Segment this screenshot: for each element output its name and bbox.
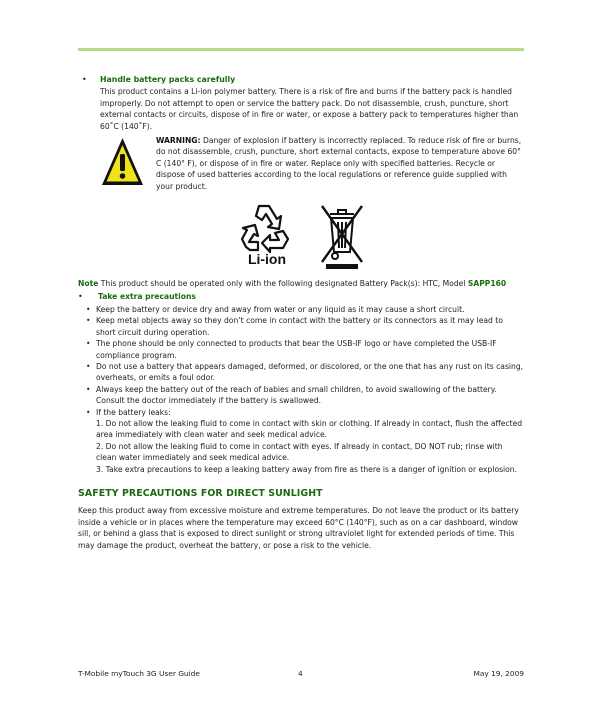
bullet-icon: • (82, 75, 87, 84)
leak-step: 2. Do not allow the leaking fluid to come in contact with eyes. If already in contact, DO NOT rub; rinse with clean water immediately and seek medical advice. (96, 441, 503, 463)
precautions-title: Take extra precautions (98, 292, 196, 302)
warning-text (156, 135, 524, 192)
crossed-out-bin-icon (318, 200, 366, 270)
sunlight-section-title: SAFETY PRECAUTIONS FOR DIRECT SUNLIGHT (78, 487, 323, 499)
note-paragraph (78, 278, 524, 289)
footer-guide-title: T-Mobile myTouch 3G User Guide (78, 669, 200, 678)
precautions-heading (78, 291, 524, 302)
list-item: • Always keep the battery out of the reach of babies and small children, to avoid swallowing of the battery. Consult the doctor immediately if the battery is swallowed. (84, 384, 524, 407)
bullet-icon: • (78, 292, 83, 302)
battery-model: SAPP160 (467, 279, 507, 289)
leak-step: 1. Do not allow the leaking fluid to come in contact with skin or clothing. If already in contact, flush the affected area immediately with clean water and seek medical advice. (96, 418, 523, 440)
list-item: • The phone should be only connected to products that bear the USB-IF logo or have completed the USB-IF compliance program. (84, 338, 524, 361)
footer-date: May 19, 2009 (473, 669, 524, 678)
handle-battery-heading (78, 74, 524, 85)
warning-block (78, 135, 524, 192)
handle-battery-title: Handle battery packs carefully (100, 75, 236, 84)
handle-battery-text: This product contains a Li-ion polymer battery. There is a risk of fire and burns if the battery pack is handled improperly. Do not attempt to open or service the battery pack. Do not disassemble, crush, puncture, short external contacts or circuits, dispose of in fire or water, or expose a battery pack to temperatures higher than 60˚C (140˚F). (100, 87, 519, 131)
warning-label: WARNING: (156, 136, 201, 146)
leak-intro: • If the battery leaks: (96, 407, 171, 417)
sunlight-text: Keep this product away from excessive moisture and extreme temperatures. Do not leave the product or its battery inside a vehicle or in places where the temperature may exceed 60°C (140°F), such as on a car dashboard, window sill, or behind a glass that is exposed to direct sunlight or strong ultraviolet light for extended periods of time. This may damage the product, overheat the battery, or pose a risk to the vehicle. (78, 506, 519, 550)
list-item-leaks (84, 407, 524, 475)
list-item: • Do not use a battery that appears damaged, deformed, or discolored, or the one that has any rust on its casing, overheats, or emits a foul odor. (84, 361, 524, 384)
header-rule (78, 48, 524, 51)
list-item: • Keep metal objects away so they don’t come in contact with the battery or its connectors as it may lead to short circuit during operation. (84, 315, 524, 338)
leak-step: 3. Take extra precautions to keep a leaking battery away from fire as there is a danger of ignition or explosion. (96, 464, 518, 474)
list-item: • Keep the battery or device dry and away from water or any liquid as it may cause a short circuit. (84, 304, 524, 315)
note-label: Note (78, 279, 99, 289)
note-text: This product should be operated only with the following designated Battery Pack(s): HTC, Model (98, 279, 468, 289)
warning-body: Danger of explosion if battery is incorrectly replaced. To reduce risk of fire or burns, do not disassemble, crush, puncture, short external contacts, expose to temperature above 60° C (140° F), or dispose of in fire or water. Replace only with specified batteries. Recycle or dispose of used batteries according to the local regulations or reference guide supplied with your product. (156, 136, 522, 191)
disposal-symbols (78, 200, 524, 272)
precautions-list (78, 304, 524, 475)
warning-triangle-icon (100, 136, 145, 188)
page-number: 4 (298, 669, 303, 678)
li-ion-label: Li-ion (247, 251, 287, 267)
recycle-icon (236, 200, 298, 266)
page-content (78, 74, 524, 559)
